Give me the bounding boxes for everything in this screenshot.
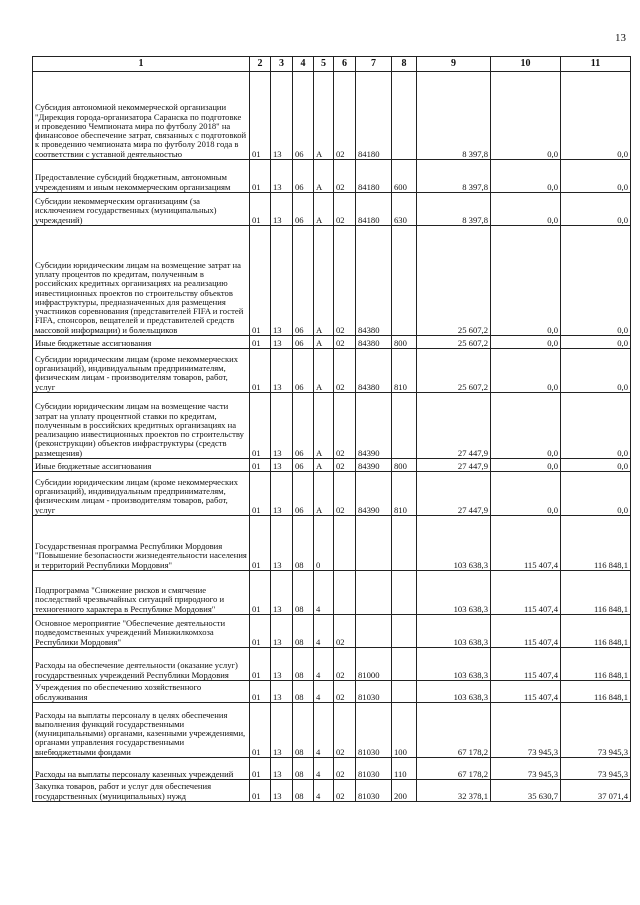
code-col-8 [392, 72, 417, 160]
row-name: Расходы на обеспечение деятельности (оказание услуг) государственных учреждений Республики Мордовия [33, 648, 250, 681]
header-col-7: 7 [356, 57, 392, 72]
code-col-3: 13 [271, 459, 293, 472]
code-col-2: 01 [250, 681, 271, 703]
amount-col-10: 0,0 [491, 459, 561, 472]
code-col-7: 84380 [356, 226, 392, 336]
amount-col-11: 0,0 [561, 226, 631, 336]
header-col-4: 4 [293, 57, 314, 72]
code-col-4: 06 [293, 160, 314, 193]
code-col-7: 84180 [356, 193, 392, 226]
amount-col-11: 116 848,1 [561, 571, 631, 615]
table-row [33, 516, 631, 571]
amount-col-11: 0,0 [561, 193, 631, 226]
code-col-4: 08 [293, 758, 314, 780]
code-col-3: 13 [271, 72, 293, 160]
header-col-1: 1 [33, 57, 250, 72]
amount-col-11: 37 071,4 [561, 780, 631, 802]
code-col-7 [356, 516, 392, 571]
code-col-3: 13 [271, 516, 293, 571]
table-body [33, 72, 631, 802]
amount-col-9: 67 178,2 [417, 703, 491, 758]
table-row [33, 336, 631, 349]
code-col-3: 13 [271, 393, 293, 459]
amount-col-10: 35 630,7 [491, 780, 561, 802]
amount-col-11: 0,0 [561, 72, 631, 160]
code-col-5: 4 [314, 615, 334, 648]
code-col-3: 13 [271, 349, 293, 393]
code-col-3: 13 [271, 193, 293, 226]
code-col-3: 13 [271, 336, 293, 349]
amount-col-10: 115 407,4 [491, 615, 561, 648]
code-col-5: А [314, 336, 334, 349]
code-col-3: 13 [271, 160, 293, 193]
table-row [33, 648, 631, 681]
code-col-6 [334, 571, 356, 615]
row-name: Учреждения по обеспечению хозяйственного обслуживания [33, 681, 250, 703]
row-name: Расходы на выплаты персоналу казенных учреждений [33, 758, 250, 780]
table-row [33, 615, 631, 648]
code-col-6: 02 [334, 160, 356, 193]
amount-col-9: 8 397,8 [417, 72, 491, 160]
code-col-4: 06 [293, 72, 314, 160]
code-col-2: 01 [250, 472, 271, 516]
code-col-6: 02 [334, 758, 356, 780]
code-col-5: А [314, 72, 334, 160]
amount-col-11: 116 848,1 [561, 681, 631, 703]
code-col-5: 4 [314, 780, 334, 802]
code-col-6: 02 [334, 72, 356, 160]
code-col-7: 81030 [356, 703, 392, 758]
table-row [33, 758, 631, 780]
code-col-5: А [314, 349, 334, 393]
code-col-6: 02 [334, 615, 356, 648]
code-col-4: 08 [293, 703, 314, 758]
code-col-8: 110 [392, 758, 417, 780]
header-col-8: 8 [392, 57, 417, 72]
table-row [33, 459, 631, 472]
code-col-8: 630 [392, 193, 417, 226]
code-col-5: 0 [314, 516, 334, 571]
row-name: Субсидии юридическим лицам (кроме некоммерческих организаций), индивидуальным предпринимателям, физическим лицам - производителям товаров, работ, услуг [33, 472, 250, 516]
amount-col-11: 0,0 [561, 349, 631, 393]
code-col-2: 01 [250, 571, 271, 615]
code-col-8 [392, 571, 417, 615]
code-col-4: 06 [293, 349, 314, 393]
amount-col-11: 116 848,1 [561, 516, 631, 571]
code-col-6: 02 [334, 336, 356, 349]
code-col-8 [392, 393, 417, 459]
table-row [33, 193, 631, 226]
header-col-6: 6 [334, 57, 356, 72]
page-number: 13 [615, 32, 626, 44]
amount-col-11: 0,0 [561, 459, 631, 472]
code-col-4: 08 [293, 615, 314, 648]
code-col-3: 13 [271, 648, 293, 681]
code-col-6: 02 [334, 393, 356, 459]
code-col-6: 02 [334, 703, 356, 758]
amount-col-10: 0,0 [491, 393, 561, 459]
code-col-7 [356, 615, 392, 648]
code-col-3: 13 [271, 758, 293, 780]
amount-col-9: 8 397,8 [417, 193, 491, 226]
amount-col-10: 0,0 [491, 160, 561, 193]
table-row [33, 681, 631, 703]
amount-col-9: 25 607,2 [417, 336, 491, 349]
code-col-2: 01 [250, 516, 271, 571]
amount-col-11: 73 945,3 [561, 703, 631, 758]
amount-col-9: 27 447,9 [417, 472, 491, 516]
amount-col-9: 103 638,3 [417, 681, 491, 703]
code-col-5: 4 [314, 681, 334, 703]
code-col-6 [334, 516, 356, 571]
code-col-3: 13 [271, 226, 293, 336]
code-col-2: 01 [250, 72, 271, 160]
code-col-2: 01 [250, 758, 271, 780]
code-col-4: 08 [293, 648, 314, 681]
code-col-8: 800 [392, 459, 417, 472]
amount-col-9: 25 607,2 [417, 226, 491, 336]
amount-col-11: 0,0 [561, 393, 631, 459]
table-row [33, 160, 631, 193]
code-col-3: 13 [271, 780, 293, 802]
code-col-7: 81030 [356, 681, 392, 703]
row-name: Подпрограмма "Снижение рисков и смягчение последствий чрезвычайных ситуаций природного и техногенного характера в Республике Мордовия" [33, 571, 250, 615]
amount-col-10: 115 407,4 [491, 681, 561, 703]
code-col-3: 13 [271, 615, 293, 648]
code-col-7: 84180 [356, 72, 392, 160]
amount-col-9: 67 178,2 [417, 758, 491, 780]
amount-col-9: 32 378,1 [417, 780, 491, 802]
code-col-8: 800 [392, 336, 417, 349]
budget-table [32, 56, 631, 802]
code-col-8: 810 [392, 472, 417, 516]
code-col-7: 81030 [356, 758, 392, 780]
code-col-5: 4 [314, 571, 334, 615]
code-col-3: 13 [271, 681, 293, 703]
table-row [33, 703, 631, 758]
code-col-4: 08 [293, 780, 314, 802]
amount-col-9: 25 607,2 [417, 349, 491, 393]
amount-col-9: 8 397,8 [417, 160, 491, 193]
code-col-4: 06 [293, 459, 314, 472]
code-col-2: 01 [250, 615, 271, 648]
code-col-8 [392, 681, 417, 703]
code-col-4: 08 [293, 516, 314, 571]
code-col-2: 01 [250, 336, 271, 349]
amount-col-11: 0,0 [561, 336, 631, 349]
row-name: Иные бюджетные ассигнования [33, 459, 250, 472]
row-name: Субсидии юридическим лицам на возмещение затрат на уплату процентов по кредитам, полученным в российских кредитных организациях на реализацию инвестиционных проектов по строительству объектов инфраструктуры, предназначенных для размещения участников соревнования (представителей FIFA и гостей FIFA, спонсоров, вещателей и представителей средств массовой информации) и болельщиков [33, 226, 250, 336]
code-col-2: 01 [250, 393, 271, 459]
code-col-2: 01 [250, 226, 271, 336]
table-row [33, 226, 631, 336]
table-header-row [33, 57, 631, 72]
header-col-9: 9 [417, 57, 491, 72]
amount-col-9: 103 638,3 [417, 648, 491, 681]
code-col-5: 4 [314, 703, 334, 758]
code-col-7: 81030 [356, 780, 392, 802]
amount-col-10: 0,0 [491, 472, 561, 516]
code-col-2: 01 [250, 459, 271, 472]
amount-col-11: 116 848,1 [561, 615, 631, 648]
row-name: Иные бюджетные ассигнования [33, 336, 250, 349]
amount-col-10: 115 407,4 [491, 648, 561, 681]
code-col-3: 13 [271, 571, 293, 615]
table-row [33, 393, 631, 459]
code-col-4: 06 [293, 393, 314, 459]
code-col-4: 08 [293, 571, 314, 615]
code-col-2: 01 [250, 703, 271, 758]
code-col-3: 13 [271, 703, 293, 758]
code-col-5: А [314, 193, 334, 226]
code-col-2: 01 [250, 349, 271, 393]
header-col-5: 5 [314, 57, 334, 72]
code-col-4: 06 [293, 193, 314, 226]
amount-col-11: 116 848,1 [561, 648, 631, 681]
code-col-7 [356, 571, 392, 615]
code-col-8: 810 [392, 349, 417, 393]
amount-col-9: 27 447,9 [417, 393, 491, 459]
code-col-8 [392, 648, 417, 681]
code-col-2: 01 [250, 193, 271, 226]
code-col-4: 06 [293, 472, 314, 516]
table-row [33, 349, 631, 393]
table-row [33, 72, 631, 160]
amount-col-11: 0,0 [561, 160, 631, 193]
header-col-11: 11 [561, 57, 631, 72]
amount-col-10: 0,0 [491, 72, 561, 160]
row-name: Субсидии юридическим лицам (кроме некоммерческих организаций), индивидуальным предпринимателям, физическим лицам - производителям товаров, работ, услуг [33, 349, 250, 393]
code-col-8 [392, 226, 417, 336]
code-col-6: 02 [334, 193, 356, 226]
amount-col-10: 73 945,3 [491, 703, 561, 758]
amount-col-10: 115 407,4 [491, 571, 561, 615]
code-col-4: 08 [293, 681, 314, 703]
code-col-5: А [314, 472, 334, 516]
table-row [33, 472, 631, 516]
code-col-6: 02 [334, 226, 356, 336]
code-col-5: А [314, 459, 334, 472]
code-col-8 [392, 615, 417, 648]
code-col-5: 4 [314, 758, 334, 780]
code-col-2: 01 [250, 648, 271, 681]
code-col-8 [392, 516, 417, 571]
amount-col-9: 27 447,9 [417, 459, 491, 472]
code-col-2: 01 [250, 780, 271, 802]
amount-col-11: 0,0 [561, 472, 631, 516]
code-col-6: 02 [334, 780, 356, 802]
amount-col-9: 103 638,3 [417, 615, 491, 648]
table-row [33, 571, 631, 615]
row-name: Предоставление субсидий бюджетным, автономным учреждениям и иным некоммерческим организациям [33, 160, 250, 193]
code-col-7: 84390 [356, 393, 392, 459]
header-col-2: 2 [250, 57, 271, 72]
amount-col-10: 0,0 [491, 193, 561, 226]
code-col-4: 06 [293, 336, 314, 349]
row-name: Расходы на выплаты персоналу в целях обеспечения выполнения функций государственными (муниципальными) органами, казенными учреждениями, органами управления государственными внебюджетными фондами [33, 703, 250, 758]
amount-col-10: 0,0 [491, 336, 561, 349]
code-col-6: 02 [334, 648, 356, 681]
code-col-4: 06 [293, 226, 314, 336]
amount-col-11: 73 945,3 [561, 758, 631, 780]
amount-col-9: 103 638,3 [417, 516, 491, 571]
code-col-7: 81000 [356, 648, 392, 681]
code-col-6: 02 [334, 459, 356, 472]
row-name: Субсидия автономной некоммерческой организации "Дирекция города-организатора Саранска по подготовке и проведению Чемпионата мира по футболу 2018" на финансовое обеспечение затрат, связанных с подготовкой к проведению чемпионата мира по футболу 2018 года в соответствии с уставной деятельностью [33, 72, 250, 160]
amount-col-10: 0,0 [491, 226, 561, 336]
code-col-5: А [314, 160, 334, 193]
code-col-5: А [314, 226, 334, 336]
code-col-6: 02 [334, 349, 356, 393]
code-col-3: 13 [271, 472, 293, 516]
code-col-5: А [314, 393, 334, 459]
amount-col-10: 73 945,3 [491, 758, 561, 780]
amount-col-9: 103 638,3 [417, 571, 491, 615]
code-col-6: 02 [334, 472, 356, 516]
row-name: Закупка товаров, работ и услуг для обеспечения государственных (муниципальных) нужд [33, 780, 250, 802]
row-name: Субсидии юридическим лицам на возмещение части затрат на уплату процентной ставки по кредитам, полученным в российских кредитных организациях на реализацию инвестиционных проектов по строительству (реконструкции) объектов инфраструктуры (средств размещения) [33, 393, 250, 459]
header-col-10: 10 [491, 57, 561, 72]
amount-col-10: 115 407,4 [491, 516, 561, 571]
code-col-8: 100 [392, 703, 417, 758]
code-col-5: 4 [314, 648, 334, 681]
code-col-6: 02 [334, 681, 356, 703]
code-col-2: 01 [250, 160, 271, 193]
code-col-7: 84180 [356, 160, 392, 193]
table-row [33, 780, 631, 802]
code-col-8: 200 [392, 780, 417, 802]
row-name: Государственная программа Республики Мордовия "Повышение безопасности жизнедеятельности населения и территорий Республики Мордовия" [33, 516, 250, 571]
header-col-3: 3 [271, 57, 293, 72]
row-name: Основное мероприятие "Обеспечение деятельности подведомственных учреждений Минжилкомхоза Республики Мордовия" [33, 615, 250, 648]
row-name: Субсидии некоммерческим организациям (за исключением государственных (муниципальных) учреждений) [33, 193, 250, 226]
code-col-7: 84380 [356, 336, 392, 349]
code-col-7: 84390 [356, 472, 392, 516]
code-col-7: 84380 [356, 349, 392, 393]
amount-col-10: 0,0 [491, 349, 561, 393]
code-col-7: 84390 [356, 459, 392, 472]
code-col-8: 600 [392, 160, 417, 193]
